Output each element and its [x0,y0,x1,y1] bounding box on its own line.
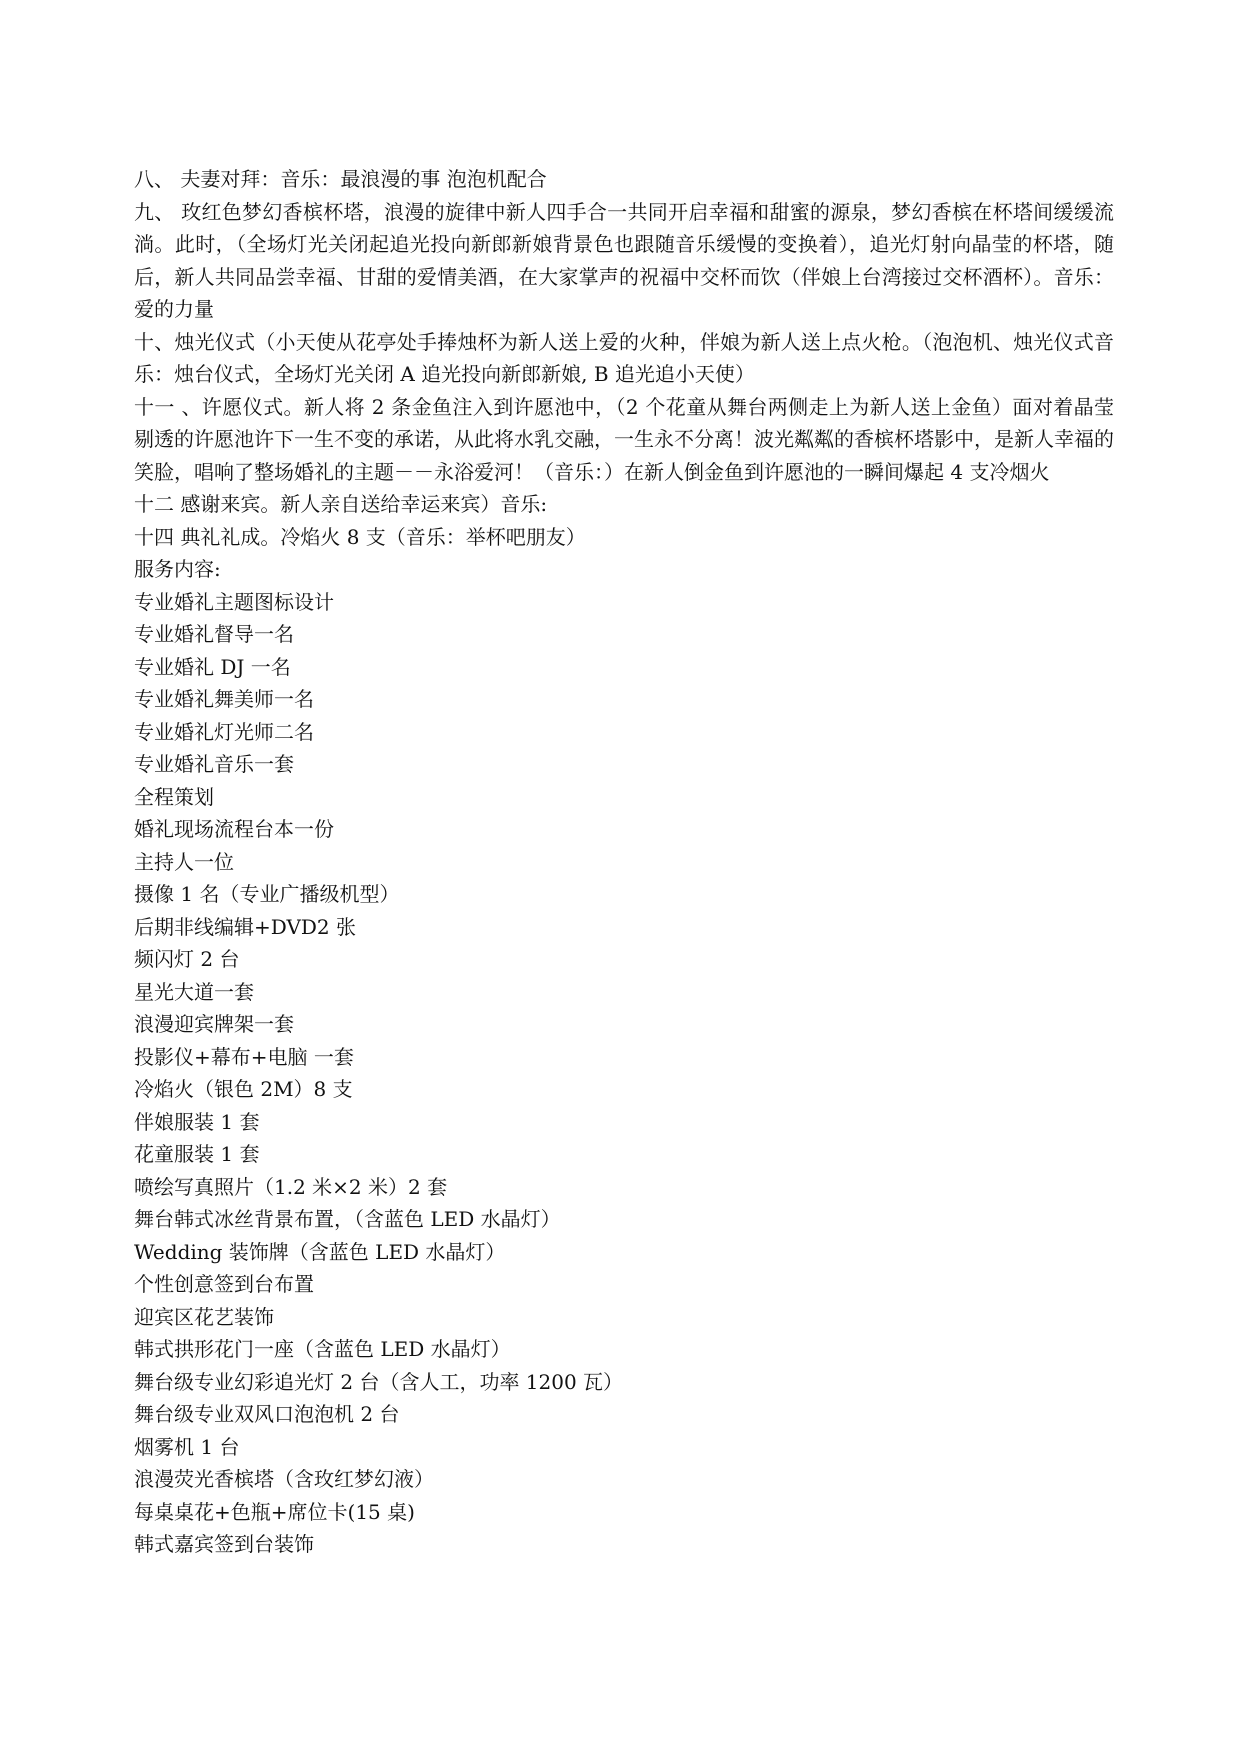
service-item: 舞台级专业幻彩追光灯 2 台（含人工，功率 1200 瓦） [134,1369,624,1394]
service-item: 舞台级专业双风口泡泡机 2 台 [134,1402,400,1426]
service-item: 每桌桌花+色瓶+席位卡(15 桌) [134,1499,415,1524]
service-item: 投影仪+幕布+电脑 一套 [134,1044,354,1069]
service-item: 韩式拱形花门一座（含蓝色 LED 水晶灯） [134,1337,511,1361]
service-item: 专业婚礼督导一名 [134,622,294,646]
service-item: 韩式嘉宾签到台装饰 [134,1532,314,1556]
service-item: 星光大道一套 [134,979,254,1004]
service-item: 摄像 1 名（专业广播级机型） [134,882,400,906]
service-item: 迎宾区花艺装饰 [134,1304,274,1329]
program-item-12: 十二 感谢来宾。新人亲自送给幸运来宾）音乐: [134,492,548,516]
document-body [134,163,1114,1561]
service-item: 花童服装 1 套 [134,1142,260,1166]
service-item: 频闪灯 2 台 [134,947,240,971]
service-item: 冷焰火（银色 2M）8 支 [134,1077,353,1101]
service-item: 烟雾机 1 台 [134,1434,240,1459]
service-item: 主持人一位 [134,849,234,874]
service-item: 专业婚礼主题图标设计 [134,589,334,614]
services-heading: 服务内容: [134,557,221,581]
service-item: 专业婚礼舞美师一名 [134,687,314,711]
program-item-10: 十、烛光仪式（小天使从花亭处手捧烛杯为新人送上爱的火种，伴娘为新人送上点火枪。（泡泡机、烛光仪式音乐：烛台仪式，全场灯光关闭 A 追光投向新郎新娘, B 追光追小天使） [134,329,1114,386]
service-item: 婚礼现场流程台本一份 [134,817,334,841]
program-item-11: 十一 、许愿仪式。新人将 2 条金鱼注入到许愿池中，（2 个花童从舞台两侧走上为新人送上金鱼）面对着晶莹剔透的许愿池许下一生不变的承诺，从此将水乳交融，一生永不分离！波光粼粼的香槟杯塔影中，是新人幸福的笑脸，唱响了整场婚礼的主题－－永浴爱河！（音乐：）在新人倒金鱼到许愿池的一瞬间爆起 4 支冷烟火 [134,394,1114,484]
service-item: 专业婚礼灯光师二名 [134,719,314,744]
program-item-9: 九、 玫红色梦幻香槟杯塔，浪漫的旋律中新人四手合一共同开启幸福和甜蜜的源泉，梦幻香槟在杯塔间缓缓流淌。此时，（全场灯光关闭起追光投向新郎新娘背景色也跟随音乐缓慢的变换着），追光灯射向晶莹的杯塔，随后，新人共同品尝幸福、甘甜的爱情美酒，在大家掌声的祝福中交杯而饮（伴娘上台湾接过交杯酒杯）。音乐：爱的力量 [134,199,1114,321]
service-item: 后期非线编辑+DVD2 张 [134,914,357,939]
service-item: 专业婚礼音乐一套 [134,752,294,776]
service-item: 喷绘写真照片（1.2 米×2 米）2 套 [134,1174,448,1199]
service-item: 伴娘服装 1 套 [134,1109,260,1134]
service-item: 舞台韩式冰丝背景布置，（含蓝色 LED 水晶灯） [134,1207,561,1231]
service-item: 个性创意签到台布置 [134,1272,314,1296]
service-item: 全程策划 [134,784,214,809]
service-item: 浪漫荧光香槟塔（含玫红梦幻液） [134,1467,434,1491]
program-item-14: 十四 典礼礼成。冷焰火 8 支（音乐：举杯吧朋友） [134,524,586,549]
service-item: 浪漫迎宾牌架一套 [134,1012,294,1036]
program-item-8: 八、 夫妻对拜：音乐：最浪漫的事 泡泡机配合 [134,167,547,191]
service-item: Wedding 装饰牌（含蓝色 LED 水晶灯） [134,1239,506,1264]
service-item: 专业婚礼 DJ 一名 [134,654,291,679]
